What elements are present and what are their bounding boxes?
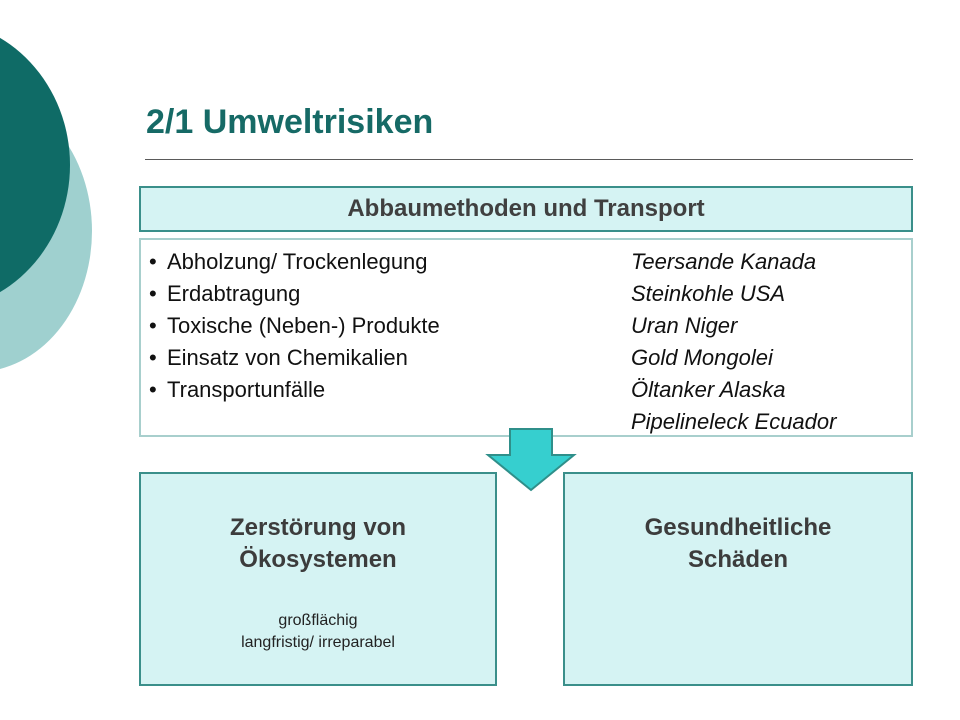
bullet: • [149, 345, 157, 370]
ecosystem-damage-title [141, 512, 495, 576]
list-item [149, 342, 899, 374]
ecosystem-damage-box [139, 472, 497, 686]
cause-label: Toxische (Neben-) Produkte [167, 313, 440, 338]
example-label: Öltanker Alaska [631, 377, 786, 402]
detail-line: großflächig [278, 612, 358, 629]
down-arrow-icon [484, 427, 578, 493]
cause-label: Transportunfälle [167, 377, 326, 402]
list-item [149, 246, 899, 278]
header-box [139, 186, 913, 232]
title-divider [145, 159, 913, 160]
example-label: Pipelineleck Ecuador [631, 409, 837, 434]
list-item [149, 310, 899, 342]
health-damage-title [565, 512, 911, 576]
cause-label: Abholzung/ Trockenlegung [167, 249, 428, 274]
title-line: Schäden [687, 546, 789, 573]
slide-title: 2/1 Umweltrisiken [146, 103, 434, 141]
health-damage-box [563, 472, 913, 686]
cause-label: Einsatz von Chemikalien [167, 345, 408, 370]
example-label: Uran Niger [631, 313, 738, 338]
title-line: Gesundheitliche [644, 514, 832, 541]
bullet: • [149, 313, 157, 338]
title-line: Zerstörung von [229, 514, 406, 541]
example-label: Gold Mongolei [631, 345, 773, 370]
ecosystem-damage-details [141, 610, 495, 654]
bullet: • [149, 281, 157, 306]
detail-line: langfristig/ irreparabel [241, 634, 395, 651]
bullet: • [149, 249, 157, 274]
cause-label: Erdabtragung [167, 281, 301, 306]
example-label: Teersande Kanada [631, 249, 817, 274]
list-item [149, 374, 899, 406]
list-item [149, 278, 899, 310]
header-label: Abbaumethoden und Transport [347, 195, 705, 222]
bullet: • [149, 377, 157, 402]
example-label: Steinkohle USA [631, 281, 786, 306]
risk-list-box [139, 238, 913, 437]
title-line: Ökosystemen [239, 546, 397, 573]
